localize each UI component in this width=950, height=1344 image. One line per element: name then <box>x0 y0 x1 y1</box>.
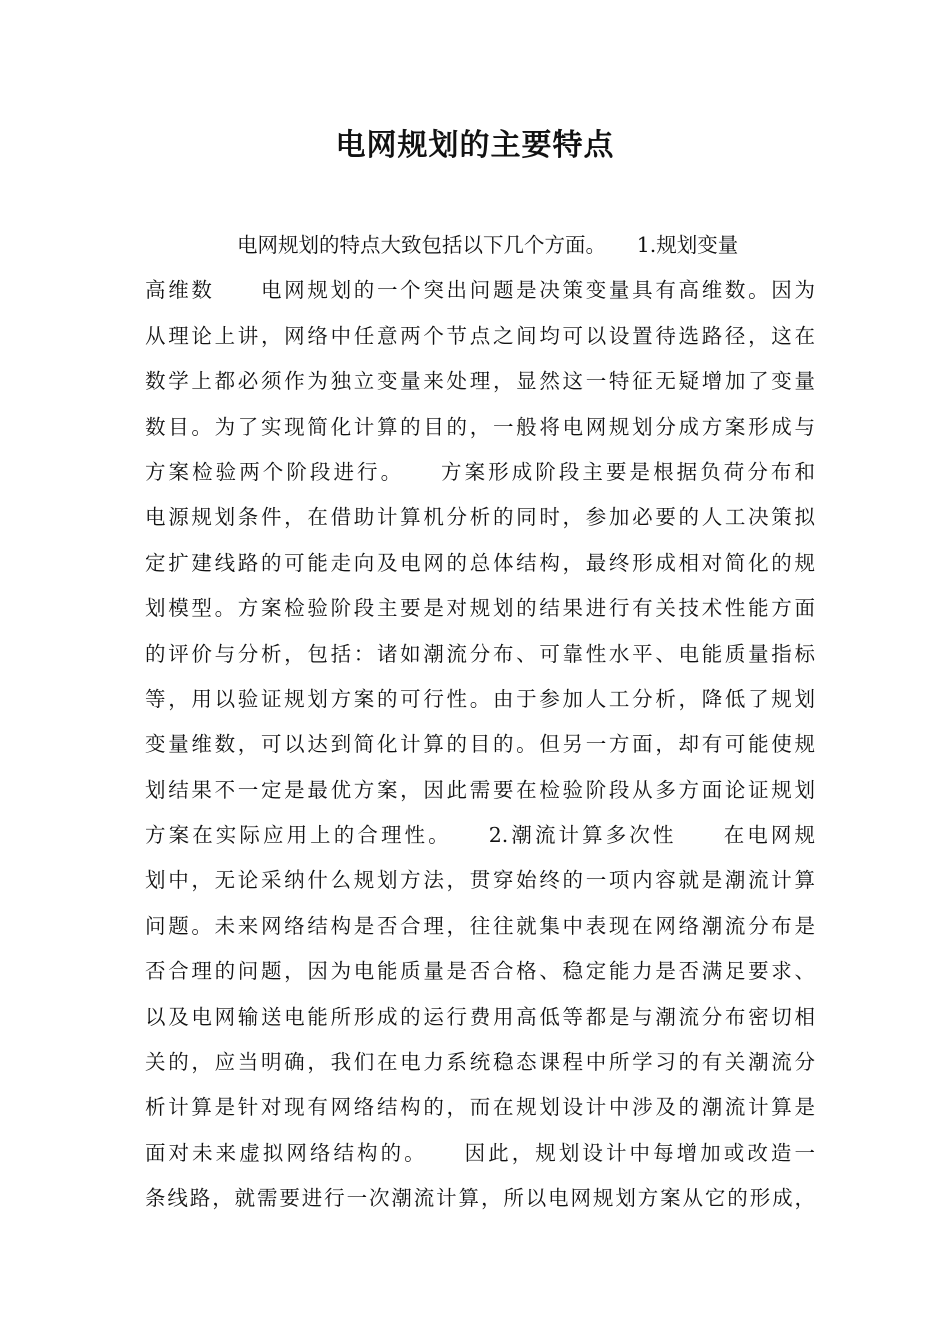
document-body <box>145 223 815 1222</box>
paragraph-line: 变量维数，可以达到简化计算的目的。但另一方面，却有可能使规 <box>145 732 815 757</box>
line-text: 电网规划的特点大致包括以下几个方面。 1.规划变量 <box>237 233 739 257</box>
paragraph-line: 从理论上讲，网络中任意两个节点之间均可以设置待选路径，这在 <box>145 323 815 348</box>
paragraph-line: 否合理的问题，因为电能质量是否合格、稳定能力是否满足要求、 <box>145 959 815 984</box>
paragraph-line: 的评价与分析，包括：诸如潮流分布、可靠性水平、电能质量指标 <box>145 641 815 666</box>
paragraph-line: 析计算是针对现有网络结构的，而在规划设计中涉及的潮流计算是 <box>145 1095 815 1120</box>
paragraph-line-first <box>145 223 815 268</box>
paragraph-line: 以及电网输送电能所形成的运行费用高低等都是与潮流分布密切相 <box>145 1004 815 1029</box>
paragraph-line: 划中，无论采纳什么规划方法，贯穿始终的一项内容就是潮流计算 <box>145 868 815 893</box>
paragraph-line: 电源规划条件，在借助计算机分析的同时，参加必要的人工决策拟 <box>145 505 815 530</box>
paragraph-line: 数学上都必须作为独立变量来处理，显然这一特征无疑增加了变量 <box>145 369 815 394</box>
paragraph-line: 等，用以验证规划方案的可行性。由于参加人工分析，降低了规划 <box>145 686 815 711</box>
paragraph-line: 问题。未来网络结构是否合理，往往就集中表现在网络潮流分布是 <box>145 913 815 938</box>
paragraph-line: 划模型。方案检验阶段主要是对规划的结果进行有关技术性能方面 <box>145 596 815 621</box>
paragraph-line: 面对未来虚拟网络结构的。 因此，规划设计中每增加或改造一 <box>145 1140 815 1165</box>
document-title: 电网规划的主要特点 <box>335 128 615 163</box>
paragraph-line: 定扩建线路的可能走向及电网的总体结构，最终形成相对简化的规 <box>145 550 815 575</box>
paragraph-line: 关的，应当明确，我们在电力系统稳态课程中所学习的有关潮流分 <box>145 1050 815 1075</box>
paragraph-line: 方案检验两个阶段进行。 方案形成阶段主要是根据负荷分布和 <box>145 459 815 484</box>
paragraph-line: 条线路，就需要进行一次潮流计算，所以电网规划方案从它的形成， <box>145 1186 815 1211</box>
paragraph-line: 划结果不一定是最优方案，因此需要在检验阶段从多方面论证规划 <box>145 777 815 802</box>
paragraph-line: 高维数 电网规划的一个突出问题是决策变量具有高维数。因为 <box>145 278 815 303</box>
paragraph-line: 方案在实际应用上的合理性。 2.潮流计算多次性 在电网规 <box>145 823 815 848</box>
paragraph-line: 数目。为了实现简化计算的目的，一般将电网规划分成方案形成与 <box>145 414 815 439</box>
